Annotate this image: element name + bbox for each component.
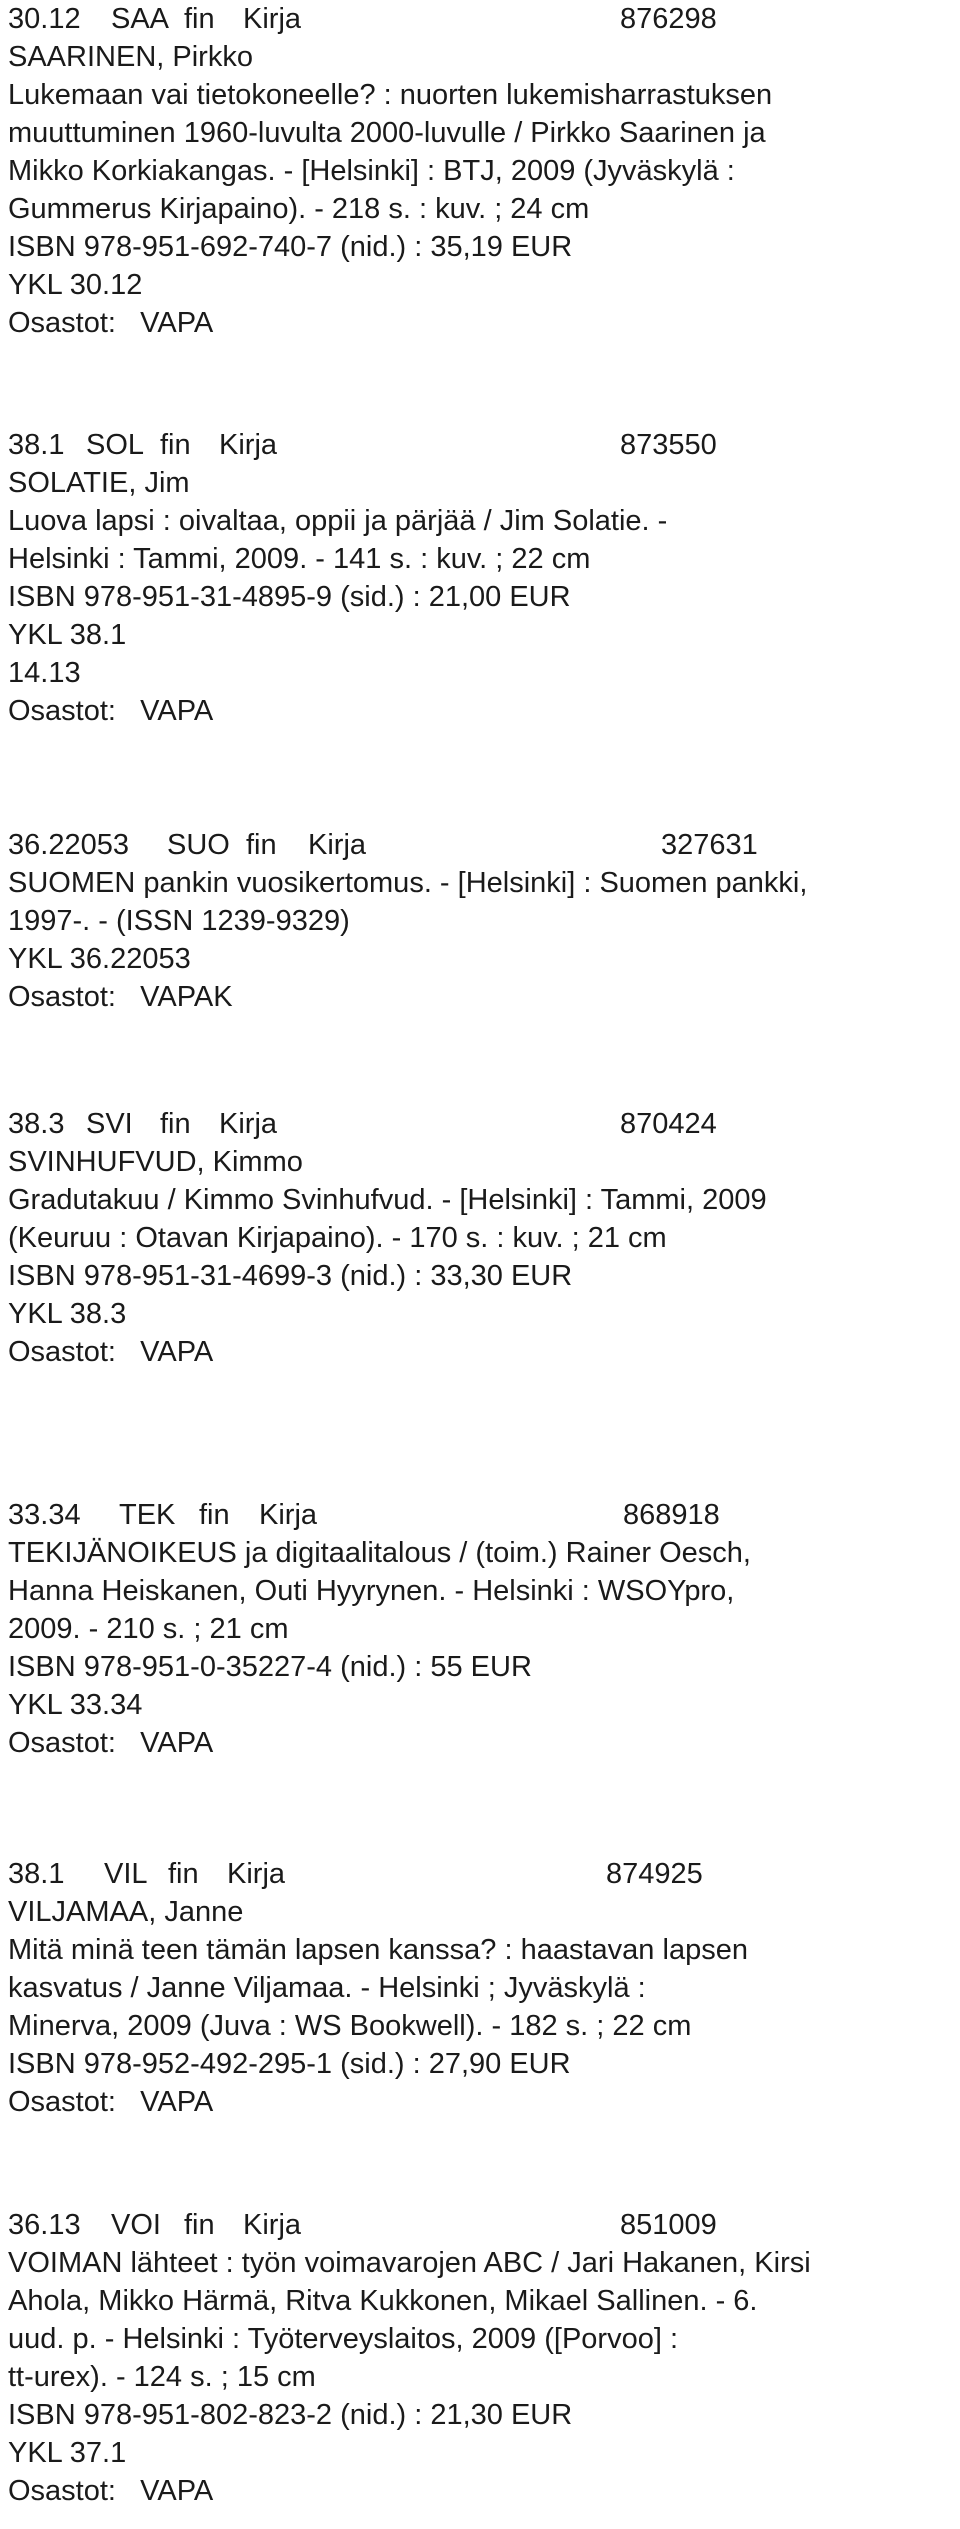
entry-line: Minerva, 2009 (Juva : WS Bookwell). - 182 s. ; 22 cm <box>8 2010 692 2042</box>
entry-line: Osastot: VAPA <box>8 1727 214 1759</box>
catalog-entry <box>8 1105 953 1371</box>
record-number: 876298 <box>620 3 717 35</box>
entry-line: tt-urex). - 124 s. ; 15 cm <box>8 2361 316 2393</box>
language-code: fin <box>160 1108 191 1140</box>
entry-line: ISBN 978-951-31-4895-9 (sid.) : 21,00 EUR <box>8 581 571 613</box>
entry-line: VILJAMAA, Janne <box>8 1896 244 1928</box>
entry-header <box>8 1105 953 1143</box>
classification-number: 38.1 <box>8 429 65 461</box>
classification-number: 36.22053 <box>8 829 129 861</box>
catalog-entry <box>8 826 953 1016</box>
entry-header <box>8 2206 953 2244</box>
record-number: 868918 <box>623 1499 720 1531</box>
entry-header <box>8 1855 953 1893</box>
entry-line: Gummerus Kirjapaino). - 218 s. : kuv. ; 24 cm <box>8 193 590 225</box>
entry-line: kasvatus / Janne Viljamaa. - Helsinki ; Jyväskylä : <box>8 1972 646 2004</box>
entry-header <box>8 826 953 864</box>
entry-line: ISBN 978-951-0-35227-4 (nid.) : 55 EUR <box>8 1651 532 1683</box>
material-type: Kirja <box>219 429 278 461</box>
language-code: fin <box>160 429 191 461</box>
entry-line: Mikko Korkiakangas. - [Helsinki] : BTJ, 2009 (Jyväskylä : <box>8 155 735 187</box>
record-number: 851009 <box>620 2209 717 2241</box>
shelf-code: SAA <box>111 3 170 35</box>
shelf-code: VIL <box>104 1858 148 1890</box>
entry-line: VOIMAN lähteet : työn voimavarojen ABC / Jari Hakanen, Kirsi <box>8 2247 811 2279</box>
shelf-code: SOL <box>86 429 145 461</box>
entry-line: Osastot: VAPAK <box>8 981 233 1013</box>
material-type: Kirja <box>259 1499 318 1531</box>
entry-line: SUOMEN pankin vuosikertomus. - [Helsinki] : Suomen pankki, <box>8 867 808 899</box>
entry-line: Osastot: VAPA <box>8 2475 214 2507</box>
entry-header <box>8 426 953 464</box>
entry-line: Helsinki : Tammi, 2009. - 141 s. : kuv. ; 22 cm <box>8 543 591 575</box>
entry-line: 1997-. - (ISSN 1239-9329) <box>8 905 350 937</box>
catalog-entry <box>8 1496 953 1762</box>
entry-line: (Keuruu : Otavan Kirjapaino). - 170 s. : kuv. ; 21 cm <box>8 1222 667 1254</box>
entry-line: Gradutakuu / Kimmo Svinhufvud. - [Helsinki] : Tammi, 2009 <box>8 1184 767 1216</box>
entry-line: Hanna Heiskanen, Outi Hyyrynen. - Helsinki : WSOYpro, <box>8 1575 735 1607</box>
entry-line: muuttuminen 1960-luvulta 2000-luvulle / Pirkko Saarinen ja <box>8 117 766 149</box>
entry-line: 2009. - 210 s. ; 21 cm <box>8 1613 289 1645</box>
catalog-entry <box>8 2206 953 2510</box>
entry-line: YKL 38.3 <box>8 1298 127 1330</box>
entry-line: ISBN 978-951-692-740-7 (nid.) : 35,19 EUR <box>8 231 573 263</box>
entry-line: YKL 30.12 <box>8 269 143 301</box>
entry-line: Osastot: VAPA <box>8 2086 214 2118</box>
entry-line: YKL 36.22053 <box>8 943 191 975</box>
material-type: Kirja <box>243 3 302 35</box>
entry-line: Lukemaan vai tietokoneelle? : nuorten lukemisharrastuksen <box>8 79 773 111</box>
catalog-entry <box>8 0 953 342</box>
material-type: Kirja <box>227 1858 286 1890</box>
entry-line: uud. p. - Helsinki : Työterveyslaitos, 2009 ([Porvoo] : <box>8 2323 679 2355</box>
entry-header <box>8 1496 953 1534</box>
entry-line: SAARINEN, Pirkko <box>8 41 253 73</box>
language-code: fin <box>184 2209 215 2241</box>
record-number: 327631 <box>661 829 758 861</box>
classification-number: 30.12 <box>8 3 81 35</box>
entry-line: ISBN 978-952-492-295-1 (sid.) : 27,90 EUR <box>8 2048 571 2080</box>
language-code: fin <box>199 1499 230 1531</box>
shelf-code: VOI <box>111 2209 161 2241</box>
entry-header <box>8 0 953 38</box>
entry-line: ISBN 978-951-31-4699-3 (nid.) : 33,30 EUR <box>8 1260 573 1292</box>
entry-line: YKL 38.1 <box>8 619 127 651</box>
record-number: 870424 <box>620 1108 717 1140</box>
entry-line: TEKIJÄNOIKEUS ja digitaalitalous / (toim.) Rainer Oesch, <box>8 1537 751 1569</box>
entry-line: Osastot: VAPA <box>8 1336 214 1368</box>
language-code: fin <box>168 1858 199 1890</box>
language-code: fin <box>246 829 277 861</box>
record-number: 874925 <box>606 1858 703 1890</box>
shelf-code: TEK <box>119 1499 176 1531</box>
entry-line: 14.13 <box>8 657 81 689</box>
entry-line: ISBN 978-951-802-823-2 (nid.) : 21,30 EUR <box>8 2399 573 2431</box>
entry-line: Mitä minä teen tämän lapsen kanssa? : haastavan lapsen <box>8 1934 748 1966</box>
classification-number: 33.34 <box>8 1499 81 1531</box>
language-code: fin <box>184 3 215 35</box>
entry-line: Ahola, Mikko Härmä, Ritva Kukkonen, Mikael Sallinen. - 6. <box>8 2285 758 2317</box>
entry-line: YKL 37.1 <box>8 2437 127 2469</box>
entry-line: YKL 33.34 <box>8 1689 143 1721</box>
classification-number: 38.3 <box>8 1108 65 1140</box>
shelf-code: SUO <box>167 829 230 861</box>
classification-number: 38.1 <box>8 1858 65 1890</box>
entry-line: SVINHUFVUD, Kimmo <box>8 1146 303 1178</box>
material-type: Kirja <box>219 1108 278 1140</box>
material-type: Kirja <box>243 2209 302 2241</box>
entry-line: Osastot: VAPA <box>8 307 214 339</box>
entry-line: Osastot: VAPA <box>8 695 214 727</box>
shelf-code: SVI <box>86 1108 133 1140</box>
record-number: 873550 <box>620 429 717 461</box>
entry-line: Luova lapsi : oivaltaa, oppii ja pärjää / Jim Solatie. - <box>8 505 668 537</box>
catalog-entry <box>8 1855 953 2121</box>
catalog-entry <box>8 426 953 730</box>
classification-number: 36.13 <box>8 2209 81 2241</box>
material-type: Kirja <box>308 829 367 861</box>
entry-line: SOLATIE, Jim <box>8 467 190 499</box>
